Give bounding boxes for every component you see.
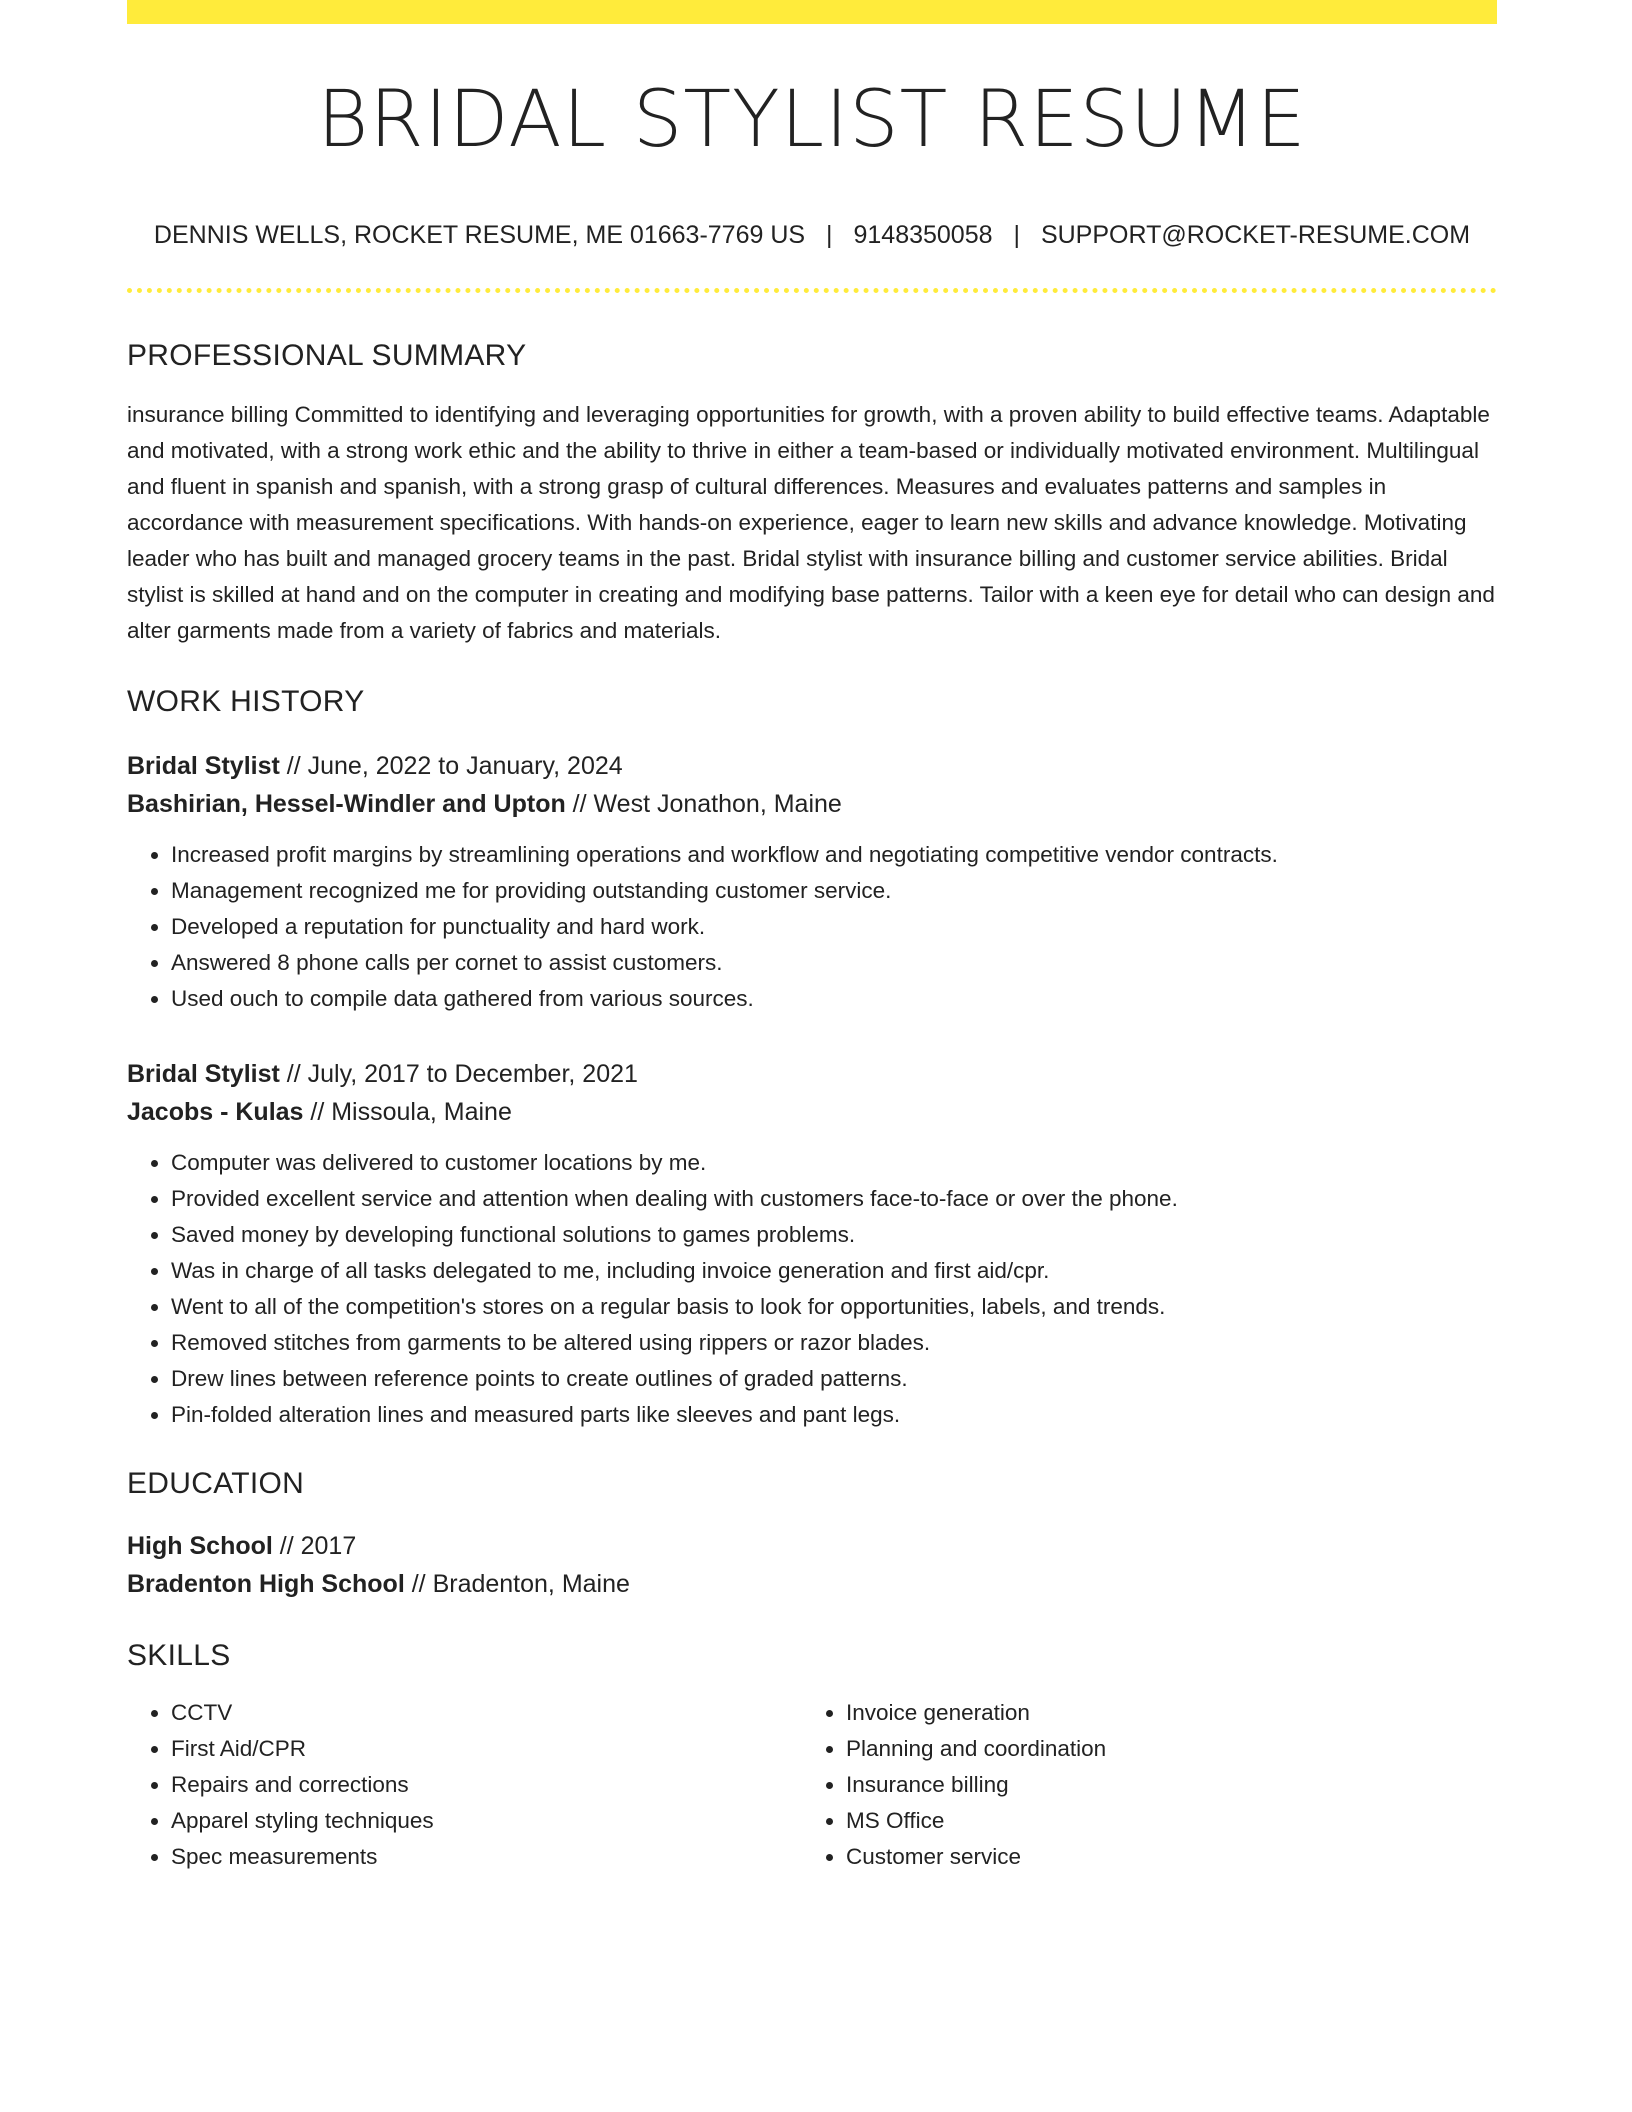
skill-item: • Repairs and corrections bbox=[171, 1767, 802, 1803]
skills-columns bbox=[127, 1695, 1497, 1875]
contact-phone: 9148350058 bbox=[853, 220, 993, 249]
education-degree-line bbox=[127, 1527, 1497, 1565]
education-degree: High School bbox=[127, 1531, 273, 1560]
resume-page bbox=[127, 0, 1497, 1875]
list-item: • Provided excellent service and attention when dealing with customers face-to-face or over the phone. bbox=[171, 1181, 1497, 1217]
list-item: • Used ouch to compile data gathered from various sources. bbox=[171, 981, 1497, 1017]
skill-item: • Apparel styling techniques bbox=[171, 1803, 802, 1839]
skills-column-right bbox=[802, 1695, 1477, 1875]
list-item: • Went to all of the competition's stores on a regular basis to look for opportunities, labels, and trends. bbox=[171, 1289, 1497, 1325]
education-section bbox=[127, 1467, 1497, 1603]
job-title-line bbox=[127, 747, 1497, 785]
skill-item: • Insurance billing bbox=[846, 1767, 1477, 1803]
skills-column-left bbox=[127, 1695, 802, 1875]
list-item: • Removed stitches from garments to be altered using rippers or razor blades. bbox=[171, 1325, 1497, 1361]
job-location: // West Jonathon, Maine bbox=[565, 789, 842, 818]
education-school-line bbox=[127, 1565, 1497, 1603]
accent-top-bar bbox=[127, 0, 1497, 24]
summary-text: insurance billing Committed to identifying and leveraging opportunities for growth, with a proven ability to build effective teams. Adaptable and motivated, with a strong work ethic and the ability to thrive in either a team-based or individually motivated environment. Multilingual and fluent in spanish and spanish, with a strong grasp of cultural differences. Measures and evaluates patterns and samples in accordance with measurement specifications. With hands-on experience, eager to learn new skills and advance knowledge. Motivating leader who has built and managed grocery teams in the past. Bridal stylist with insurance billing and customer service abilities. Bridal stylist is skilled at hand and on the computer in creating and modifying base patterns. Tailor with a keen eye for detail who can design and alter garments made from a variety of fabrics and materials. bbox=[127, 401, 1495, 643]
skill-item: • Planning and coordination bbox=[846, 1731, 1477, 1767]
list-item: • Increased profit margins by streamlining operations and workflow and negotiating competitive vendor contracts. bbox=[171, 837, 1497, 873]
skills-section bbox=[127, 1639, 1497, 1875]
list-item: • Pin-folded alteration lines and measured parts like sleeves and pant legs. bbox=[171, 1397, 1497, 1433]
job-company: Jacobs - Kulas bbox=[127, 1097, 304, 1126]
job-location: // Missoula, Maine bbox=[303, 1097, 512, 1126]
education-entry bbox=[127, 1527, 1497, 1603]
job-company-line bbox=[127, 785, 1497, 823]
job-entry bbox=[127, 1055, 1497, 1433]
education-location: // Bradenton, Maine bbox=[404, 1569, 630, 1598]
job-dates: // June, 2022 to January, 2024 bbox=[279, 751, 623, 780]
job-title: Bridal Stylist bbox=[127, 751, 280, 780]
list-item: • Drew lines between reference points to create outlines of graded patterns. bbox=[171, 1361, 1497, 1397]
contact-separator: | bbox=[826, 220, 833, 249]
skills-list bbox=[127, 1695, 802, 1875]
skills-heading: SKILLS bbox=[127, 1638, 231, 1672]
dotted-divider bbox=[127, 288, 1497, 293]
skill-item: • MS Office bbox=[846, 1803, 1477, 1839]
list-item: • Answered 8 phone calls per cornet to assist customers. bbox=[171, 945, 1497, 981]
skill-item: • CCTV bbox=[171, 1695, 802, 1731]
job-dates: // July, 2017 to December, 2021 bbox=[279, 1059, 638, 1088]
job-title: Bridal Stylist bbox=[127, 1059, 280, 1088]
contact-email: SUPPORT@ROCKET-RESUME.COM bbox=[1040, 220, 1471, 249]
job-title-line bbox=[127, 1055, 1497, 1093]
contact-separator: | bbox=[1013, 220, 1020, 249]
list-item: • Was in charge of all tasks delegated to me, including invoice generation and first aid/cpr. bbox=[171, 1253, 1497, 1289]
work-history-section bbox=[127, 685, 1497, 1433]
contact-address: DENNIS WELLS, ROCKET RESUME, ME 01663-7769 US bbox=[153, 220, 806, 249]
list-item: • Computer was delivered to customer locations by me. bbox=[171, 1145, 1497, 1181]
skill-item: • Spec measurements bbox=[171, 1839, 802, 1875]
list-item: • Management recognized me for providing outstanding customer service. bbox=[171, 873, 1497, 909]
contact-line bbox=[127, 220, 1497, 250]
education-school: Bradenton High School bbox=[127, 1569, 405, 1598]
summary-heading: PROFESSIONAL SUMMARY bbox=[127, 338, 527, 372]
education-heading: EDUCATION bbox=[127, 1466, 305, 1500]
job-entry bbox=[127, 747, 1497, 1017]
summary-section bbox=[127, 339, 1497, 649]
resume-title: BRIDAL STYLIST RESUME bbox=[317, 75, 1307, 165]
job-bullets bbox=[127, 837, 1497, 1017]
list-item: • Saved money by developing functional solutions to games problems. bbox=[171, 1217, 1497, 1253]
skill-item: • First Aid/CPR bbox=[171, 1731, 802, 1767]
job-company-line bbox=[127, 1093, 1497, 1131]
skill-item: • Invoice generation bbox=[846, 1695, 1477, 1731]
job-bullets bbox=[127, 1145, 1497, 1433]
skills-list bbox=[802, 1695, 1477, 1875]
job-company: Bashirian, Hessel-Windler and Upton bbox=[127, 789, 566, 818]
education-year: // 2017 bbox=[272, 1531, 357, 1560]
skill-item: • Customer service bbox=[846, 1839, 1477, 1875]
list-item: • Developed a reputation for punctuality and hard work. bbox=[171, 909, 1497, 945]
work-history-heading: WORK HISTORY bbox=[127, 684, 365, 718]
